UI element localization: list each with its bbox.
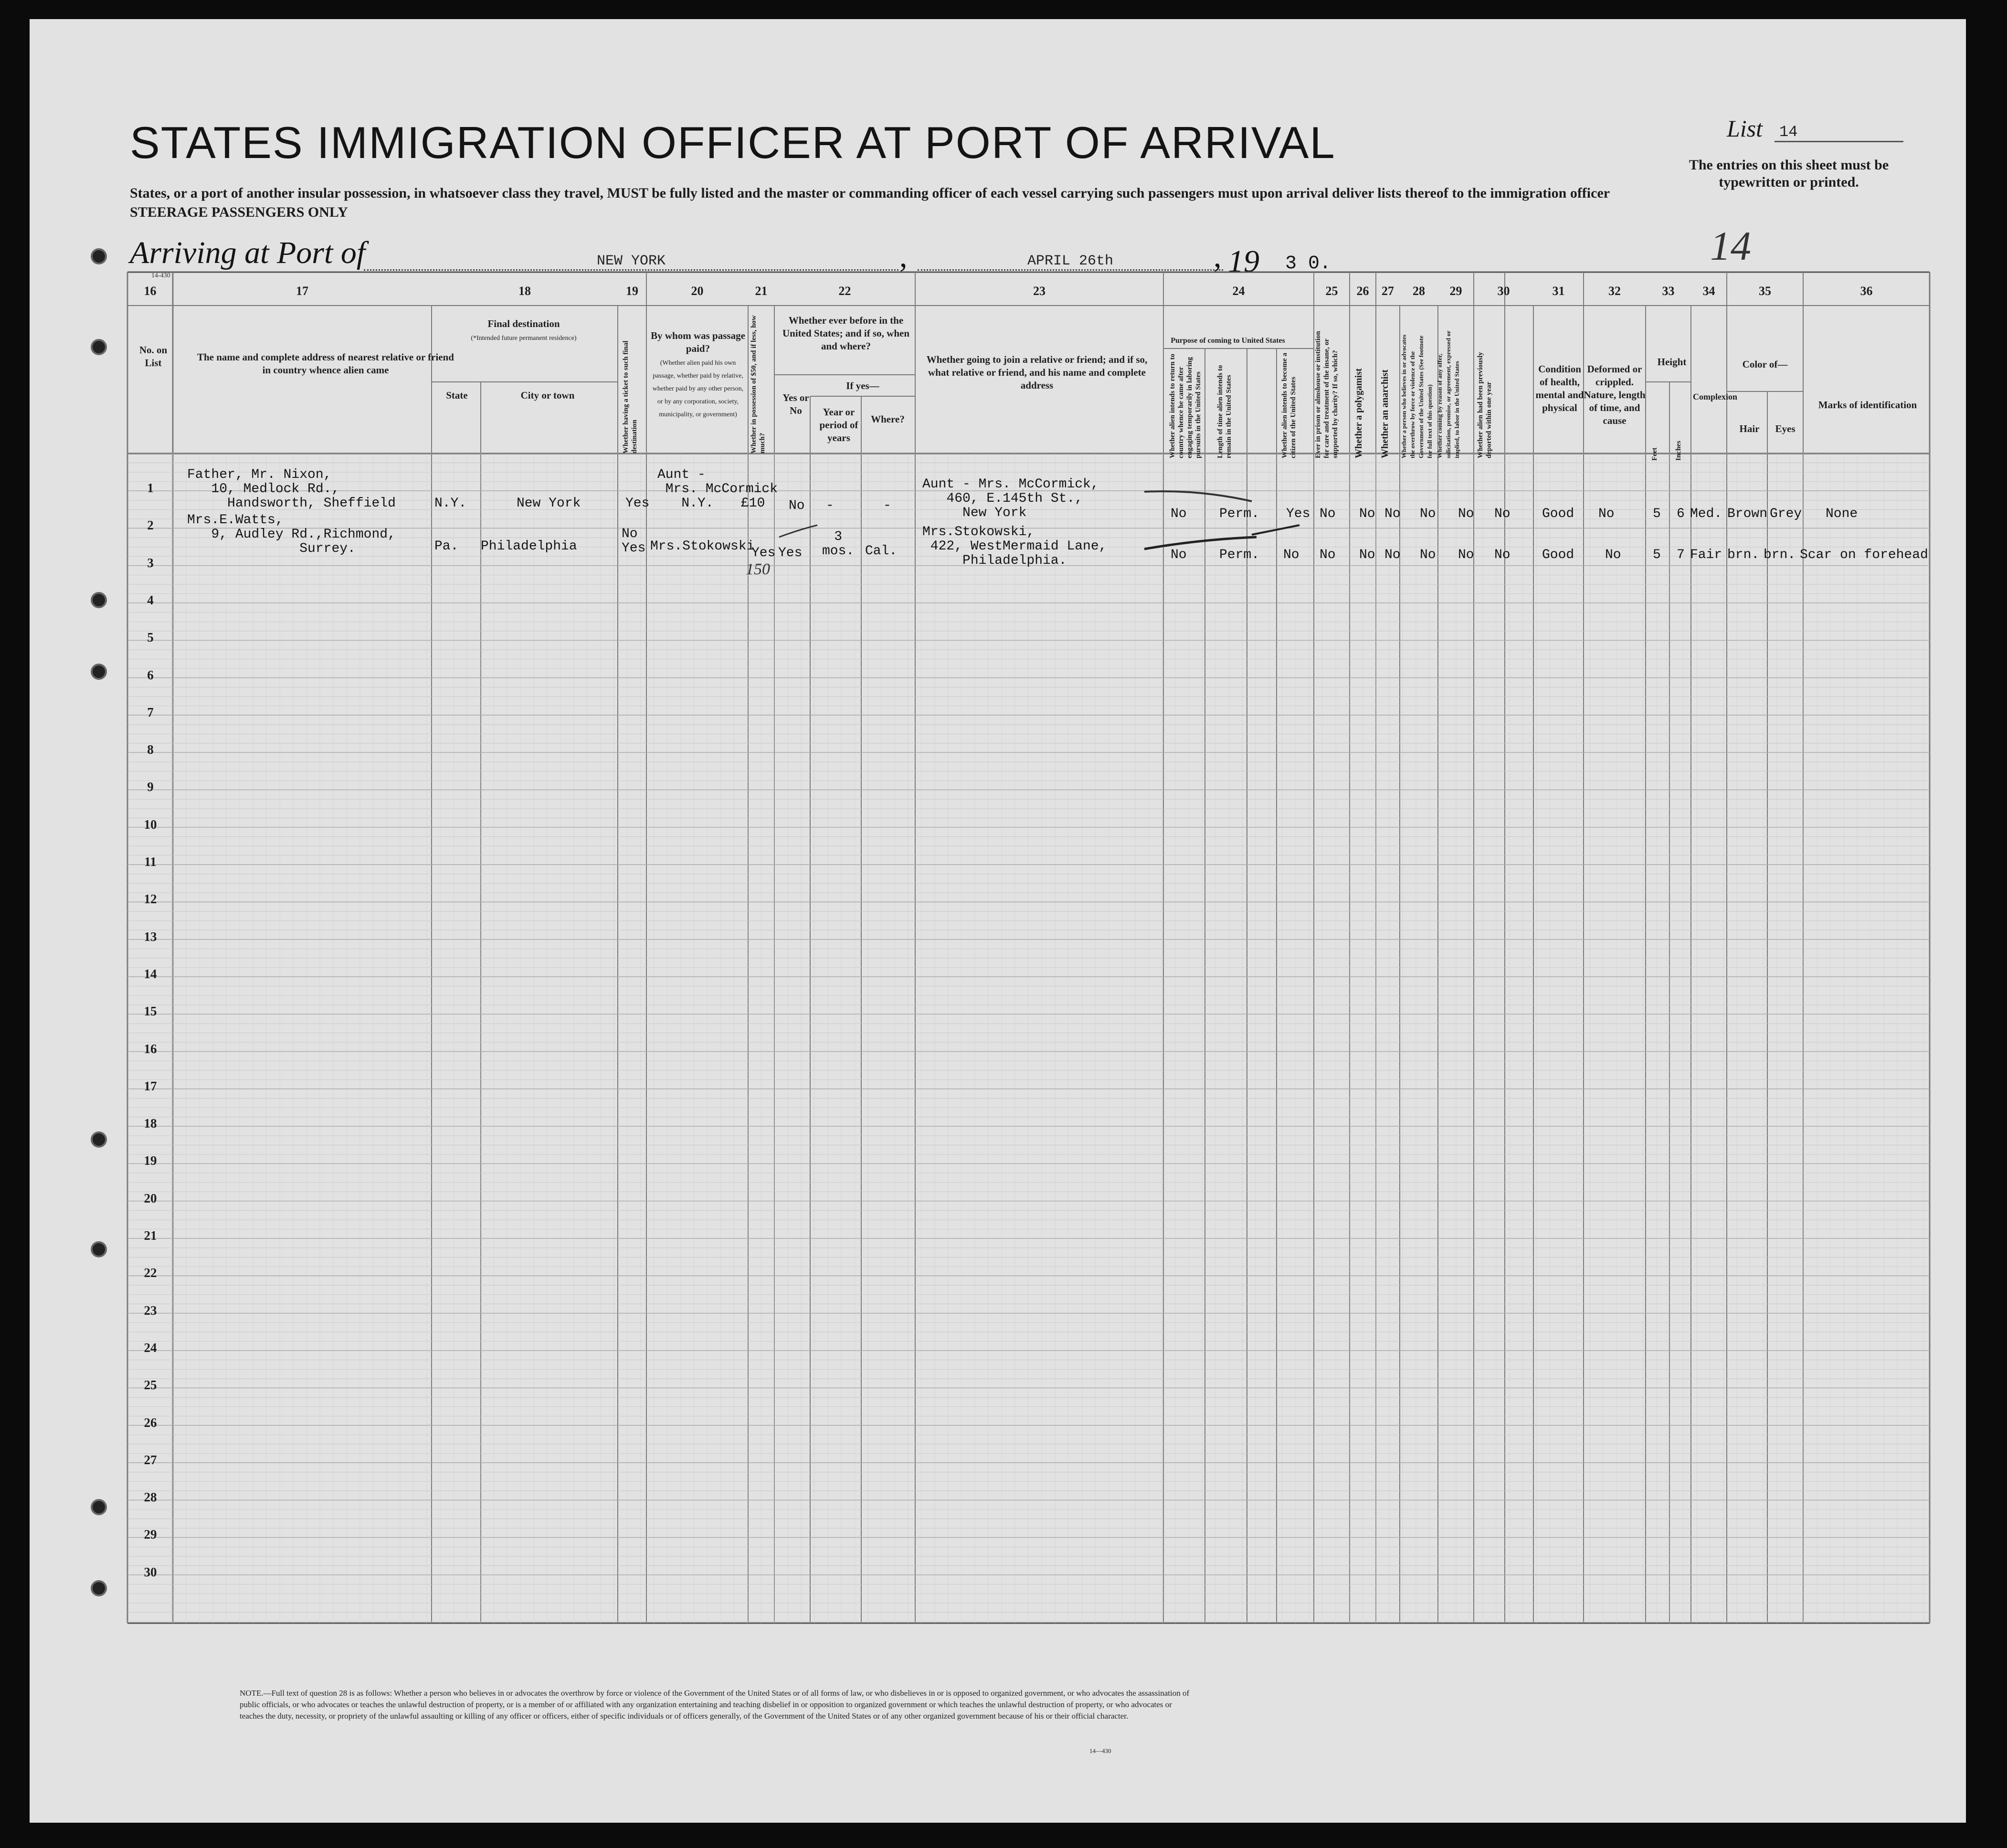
r2-q28: No [1420, 548, 1436, 562]
column-number: 17 [296, 284, 308, 298]
header-anarchist: Whether an anarchist [1380, 370, 1390, 458]
comma-2: , [1214, 239, 1222, 274]
column-number: 26 [1356, 284, 1369, 298]
header-money: Whether in possession of $50, and if less, how much? [750, 315, 766, 454]
r1-citizen: Yes [1286, 507, 1310, 521]
header-deformed: Deformed or crippled. Nature, length of time, and cause [1584, 363, 1646, 426]
header-color: Color of— [1742, 359, 1788, 370]
r2-city: Philadelphia [481, 539, 577, 554]
row-number: 5 [147, 630, 154, 645]
r2-citizen: No [1283, 548, 1299, 562]
row-number: 11 [144, 855, 157, 869]
header-length: Length of time alien intends to remain in the United States [1216, 365, 1233, 458]
header-yes-no: Yes or No [782, 392, 809, 416]
header-complexion: Complexion [1693, 392, 1738, 401]
r1-marks: None [1826, 507, 1858, 521]
r1-inches: 6 [1677, 507, 1685, 521]
row-number: 20 [144, 1191, 157, 1205]
row-number: 26 [144, 1415, 157, 1430]
column-number: 36 [1860, 284, 1873, 298]
row-number: 1 [147, 481, 154, 495]
list-number: 14 [1775, 123, 1903, 142]
handwritten-strokes [30, 19, 1966, 1823]
r1-return: No [1171, 507, 1187, 521]
r1-polygamist: No [1359, 507, 1375, 521]
header-ever-before: Whether ever before in the United States; and if so, when and where? [782, 315, 910, 352]
row-number: 25 [144, 1378, 157, 1393]
header-health: Condition of health, mental and physical [1535, 363, 1584, 413]
r2-joining: Mrs.Stokowski, 422, WestMermaid Lane, Philadelphia. [922, 525, 1107, 568]
row-number: 17 [144, 1078, 157, 1093]
row-number: 21 [144, 1228, 157, 1243]
row-number: 29 [144, 1527, 157, 1542]
column-number: 32 [1608, 284, 1621, 298]
r1-money: £10 [741, 496, 765, 511]
r2-prison: No [1320, 548, 1336, 562]
header-return: Whether alien intends to return to country whence he came after engaging temporarily in laboring pursuits in the United States [1169, 353, 1202, 458]
r1-paid-by: Aunt - Mrs. McCormick N.Y. [657, 467, 778, 511]
row-number: 12 [144, 892, 157, 907]
r2-deformed: No [1605, 548, 1621, 562]
r2-eyes: brn. [1764, 548, 1796, 562]
column-number: 27 [1382, 284, 1394, 298]
r2-complexion: Fair [1690, 548, 1722, 562]
column-number: 35 [1759, 284, 1771, 298]
r1-feet: 5 [1653, 507, 1661, 521]
header-joining: Whether going to join a relative or friend; and if so, what relative or friend, and his name and complete address [926, 354, 1148, 391]
row-number: 24 [144, 1340, 157, 1355]
r2-health: Good [1542, 548, 1574, 562]
r1-q29: No [1458, 507, 1474, 521]
r2-state: Pa. [434, 539, 459, 554]
row-number: 8 [147, 742, 154, 757]
header-inches: Inches [1675, 441, 1682, 461]
column-number: 34 [1702, 284, 1715, 298]
r1-prison: No [1320, 507, 1336, 521]
row-number: 13 [144, 929, 157, 944]
r2-hair: brn. [1727, 548, 1760, 562]
arriving-label: Arriving at Port of [130, 235, 366, 270]
r2-ticket: No Yes [622, 527, 646, 556]
r2-money: Yes [751, 546, 776, 560]
column-number: 21 [755, 284, 768, 298]
header-prison: Ever in prison or almshouse or institution for care and treatment of the insane, or supported by charity? If so, which? [1314, 331, 1339, 458]
r1-q30: No [1494, 507, 1511, 521]
form-code: 14-430 [151, 272, 170, 279]
row-number: 30 [144, 1564, 157, 1579]
header-eyes: Eyes [1775, 423, 1796, 434]
row-number: 19 [144, 1153, 157, 1168]
header-deported: Whether alien had been previously deported within one year [1477, 352, 1493, 458]
header-q29: Whether coming by reason of any offer, solicitation, promise, or agreement, expressed or implied, to labor in the United States [1436, 330, 1460, 458]
r2-marks: Scar on forehead [1800, 548, 1928, 562]
header-q28: Whether a person who believes in or advocates the overthrow by force or violence of the Government of the United States (See footnote for full text of this question) [1400, 334, 1433, 458]
r2-paid-by: Mrs.Stokowski [650, 539, 755, 554]
row-number: 15 [144, 1004, 157, 1019]
row-number: 18 [144, 1116, 157, 1131]
r1-where: - [883, 498, 891, 513]
steerage-label: STEERAGE PASSENGERS ONLY [130, 204, 348, 220]
header-passage-paid-note: (Whether alien paid his own passage, whether paid by relative, whether paid by any other person, or by any corporation, society, municipality, or government) [652, 359, 744, 418]
comma-1: , [899, 239, 908, 274]
column-number: 19 [626, 284, 638, 298]
r1-period: - [826, 498, 834, 513]
year-prefix: 19 [1228, 244, 1259, 279]
r1-q28: No [1420, 507, 1436, 521]
r1-anarchist: No [1384, 507, 1401, 521]
r2-relative: Mrs.E.Watts, 9, Audley Rd.,Richmond, Surrey. [187, 513, 396, 556]
year-suffix: 3 0. [1285, 253, 1331, 275]
row-number: 9 [147, 780, 154, 794]
header-relative: The name and complete address of nearest relative or friend in country whence alien came [197, 351, 454, 376]
header-hair: Hair [1739, 423, 1760, 434]
column-number: 31 [1552, 284, 1565, 298]
row-number: 4 [147, 592, 154, 607]
form-title: STATES IMMIGRATION OFFICER AT PORT OF ARRIVAL [130, 117, 1336, 168]
r2-feet: 5 [1653, 548, 1661, 562]
footnote-code: 14—430 [1089, 1747, 1111, 1754]
header-if-yes: If yes— [846, 380, 879, 391]
header-where: Where? [871, 413, 905, 425]
r2-return: No [1171, 548, 1187, 562]
r1-relative: Father, Mr. Nixon, 10, Medlock Rd., Handsworth, Sheffield [187, 467, 396, 511]
typewritten-note: The entries on this sheet must be typewritten or printed. [1689, 157, 1889, 190]
header-ticket: Whether having a ticket to such final destination [622, 340, 638, 454]
header-city: City or town [520, 390, 575, 401]
header-polygamist: Whether a polygamist [1353, 368, 1364, 458]
row-number: 22 [144, 1266, 157, 1280]
header-marks: Marks of identification [1818, 399, 1917, 411]
date-field: APRIL 26th [918, 253, 1223, 271]
r1-state: N.Y. [434, 496, 467, 511]
row-number: 3 [147, 555, 154, 570]
r2-length: Perm. [1219, 548, 1260, 562]
footnote: NOTE.—Full text of question 28 is as follows: Whether a person who believes in or advocates the overthrow by force or violence of the Government of the United States or of all forms of law, or who disbelieves in or is opposed to organized government, or who advocates the assassination of public officials, or who advocates or teaches the unlawful destruction of property, or is a member of or affiliated with any organization entertaining and teaching disbelief in or opposition to organized government or which teaches the unlawful destruction of property, or who advocates or teaches the duty, necessity, or propriety of the unlawful assaulting or killing of any officer or officers, either of specific individuals or of officers generally, of the Government of the United States or of any other organized government because of his or their official character. [240, 1689, 1190, 1721]
r2-q29: No [1458, 548, 1474, 562]
column-number: 22 [838, 284, 851, 298]
column-number: 30 [1497, 284, 1510, 298]
r2-period: 3 mos. [822, 529, 855, 559]
r1-ticket: Yes [625, 496, 650, 511]
header-citizen: Whether alien intends to become a citizen of the United States [1281, 353, 1297, 458]
row-number: 14 [144, 966, 157, 981]
r1-city: New York [517, 496, 581, 511]
row-number: 6 [147, 667, 154, 682]
r2-before: Yes [778, 546, 803, 560]
header-year-period: Year or period of years [819, 406, 858, 444]
manifest-sheet [30, 19, 1966, 1823]
r2-inches: 7 [1677, 548, 1685, 562]
column-number: 33 [1662, 284, 1675, 298]
header-final-destination-note: (*Intended future permanent residence) [471, 335, 577, 342]
header-passage-paid-text: By whom was passage paid? [651, 330, 745, 354]
column-number: 29 [1449, 284, 1462, 298]
row-number: 27 [144, 1452, 157, 1467]
row-number: 2 [147, 518, 154, 533]
r1-before: No [789, 498, 805, 513]
r1-deformed: No [1598, 507, 1615, 521]
r2-q30: No [1494, 548, 1511, 562]
header-state: State [446, 390, 468, 401]
column-number: 16 [144, 284, 157, 298]
r2-anarchist: No [1384, 548, 1401, 562]
header-feet: Feet [1651, 447, 1658, 461]
column-number: 28 [1413, 284, 1425, 298]
r1-joining: Aunt - Mrs. McCormick, 460, E.145th St., New York [922, 477, 1099, 520]
column-number: 25 [1325, 284, 1338, 298]
row-number: 16 [144, 1041, 157, 1056]
r1-complexion: Med. [1690, 507, 1722, 521]
row-number: 28 [144, 1490, 157, 1505]
form-subtitle-text: States, or a port of another insular possession, in whatsoever class they travel, MUST be fully listed and the master or commanding officer of each vessel carrying such passengers must upon arrival deliver lists thereof to the immigration officer [130, 185, 1610, 201]
row-number: 23 [144, 1303, 157, 1318]
list-label: List [1727, 115, 1763, 142]
header-no-on-list: No. on List [139, 344, 168, 369]
r1-health: Good [1542, 507, 1574, 521]
column-number: 24 [1232, 284, 1245, 298]
header-height: Height [1657, 356, 1687, 368]
column-number: 18 [518, 284, 531, 298]
column-number: 23 [1033, 284, 1046, 298]
header-purpose: Purpose of coming to United States [1171, 337, 1285, 345]
handwritten-list-number: 14 [1710, 223, 1751, 269]
row-number: 7 [147, 705, 154, 719]
r2-polygamist: No [1359, 548, 1375, 562]
r2-money-handwritten: 150 [746, 560, 770, 578]
r1-eyes: Grey [1770, 507, 1802, 521]
row-number: 10 [144, 817, 157, 832]
r2-where: Cal. [865, 544, 898, 559]
r1-hair: Brown [1727, 507, 1768, 521]
column-number: 20 [691, 284, 704, 298]
r1-length: Perm. [1219, 507, 1260, 521]
header-final-destination-text: Final destination [487, 318, 560, 329]
port-field: NEW YORK [364, 253, 898, 271]
